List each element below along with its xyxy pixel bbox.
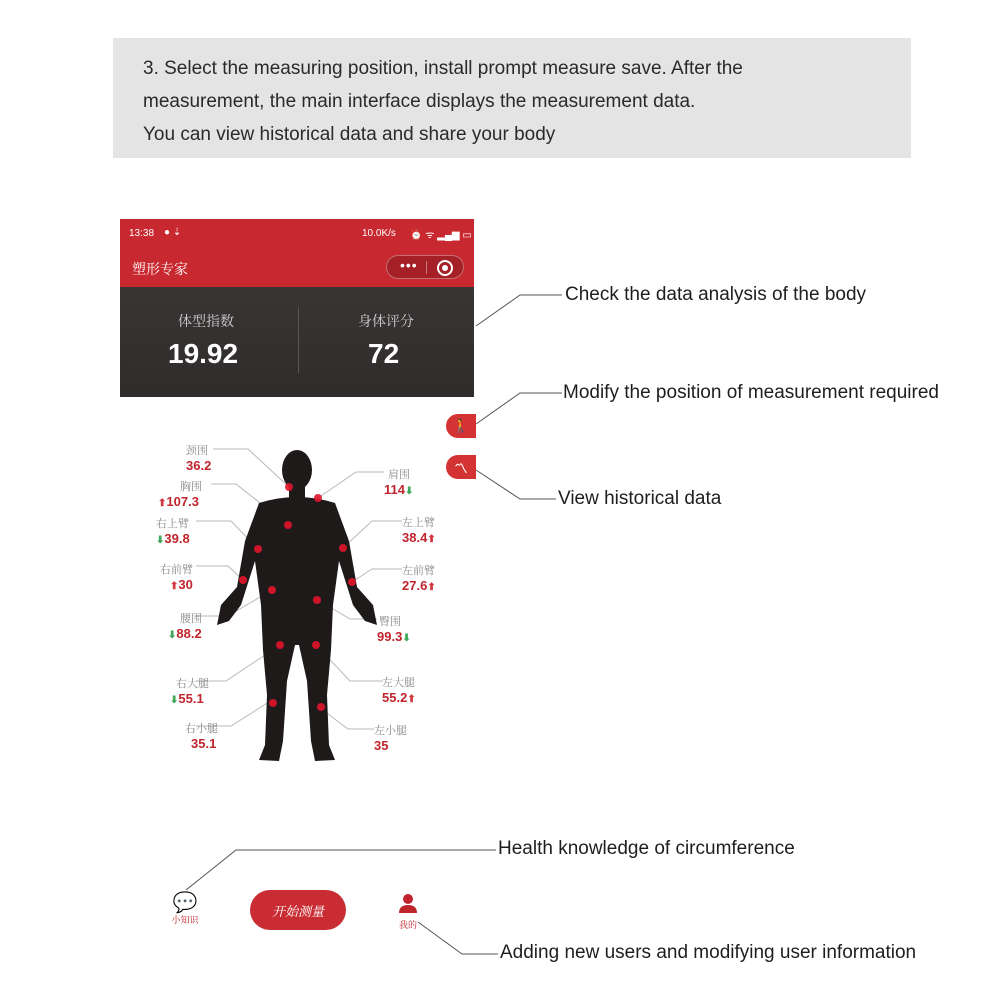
nav-mine-label: 我的 xyxy=(398,920,417,930)
nav-knowledge[interactable] xyxy=(168,893,202,926)
trend-down-icon: ⬇ xyxy=(168,630,177,641)
measure-left-upper-arm[interactable] xyxy=(402,514,436,545)
measure-label: 右上臂 xyxy=(156,518,189,530)
intro-line-1: 3. Select the measuring position, install prompt measure save. After the xyxy=(143,58,743,79)
measure-label: 腰围 xyxy=(180,613,202,625)
trend-down-icon: ⬇ xyxy=(402,633,411,644)
measure-value: 38.4 xyxy=(402,530,428,545)
measure-label: 胸围 xyxy=(180,481,202,493)
annotation-history: View historical data xyxy=(558,488,722,509)
measure-value: 114 xyxy=(384,482,405,497)
measure-chest[interactable] xyxy=(158,478,202,509)
annotation-users: Adding new users and modifying user information xyxy=(500,942,917,963)
more-icon[interactable]: ••• xyxy=(400,257,418,273)
trend-up-icon: ⬆ xyxy=(170,581,179,592)
line-modify-position xyxy=(476,393,562,424)
measure-label: 左大腿 xyxy=(382,677,415,689)
status-time: 13:38 xyxy=(129,228,155,239)
app-title: 塑形专家 xyxy=(132,261,188,277)
trend-down-icon: ⬇ xyxy=(404,486,414,497)
annotation-modify-position: Modify the position of measurement required xyxy=(563,382,939,403)
body-index-value: 19.92 xyxy=(168,338,239,369)
measure-value: 27.6 xyxy=(402,578,428,593)
body-score-value: 72 xyxy=(368,338,400,369)
network-speed: 10.0K/s xyxy=(362,228,396,239)
nav-knowledge-label: 小知识 xyxy=(171,915,199,925)
trend-down-icon: ⬇ xyxy=(156,535,165,546)
nav-mine[interactable] xyxy=(394,893,422,931)
measure-value: 107.3 xyxy=(166,494,199,509)
measure-label: 右大腿 xyxy=(176,678,209,690)
measure-left-calf[interactable] xyxy=(374,722,407,753)
body-score-label: 身体评分 xyxy=(358,313,414,329)
measure-right-forearm[interactable] xyxy=(160,561,193,592)
measure-right-upper-arm[interactable] xyxy=(156,515,190,546)
body-silhouette xyxy=(215,445,385,770)
trend-up-icon: ⬆ xyxy=(407,694,416,705)
person-icon: 🚶 xyxy=(452,418,470,433)
measure-right-calf[interactable] xyxy=(185,720,218,751)
line-body-analysis xyxy=(476,295,562,326)
line-users xyxy=(418,922,498,954)
measure-label: 左前臂 xyxy=(402,565,435,577)
measure-value: 36.2 xyxy=(186,458,212,473)
annotation-health-knowledge: Health knowledge of circumference xyxy=(498,838,795,859)
trend-chart-icon: 〽 xyxy=(454,460,468,476)
intro-line-2: measurement, the main interface displays the measurement data. xyxy=(143,91,696,112)
measure-value: 39.8 xyxy=(164,531,190,546)
trend-up-icon: ⬆ xyxy=(158,498,167,509)
measure-label: 右前臂 xyxy=(160,564,193,576)
measure-label: 颈围 xyxy=(186,445,208,457)
measure-value: 35 xyxy=(374,738,389,753)
measure-value: 35.1 xyxy=(191,736,217,751)
measure-label: 臀围 xyxy=(379,616,401,628)
trend-up-icon: ⬆ xyxy=(427,582,436,593)
notification-icon: ● ⇣ xyxy=(164,227,182,238)
measure-left-thigh[interactable] xyxy=(382,674,416,705)
measure-label: 肩围 xyxy=(388,469,410,481)
measure-right-thigh[interactable] xyxy=(170,675,209,706)
trend-down-icon: ⬇ xyxy=(170,695,179,706)
line-health-knowledge xyxy=(186,850,496,890)
measure-value: 30 xyxy=(178,577,193,592)
trend-up-icon: ⬆ xyxy=(427,534,436,545)
measure-value: 88.2 xyxy=(176,626,202,641)
chat-heart-icon: 💬 xyxy=(172,892,198,914)
measure-label: 左上臂 xyxy=(402,517,435,529)
signal-battery-icon: ⏰ ᯤ ▂▄▆ ▭ xyxy=(410,230,472,241)
start-measure-button[interactable]: 开始测量 xyxy=(250,890,346,930)
annotation-body-analysis: Check the data analysis of the body xyxy=(565,284,867,305)
measure-neck[interactable] xyxy=(186,442,211,473)
user-icon xyxy=(399,893,417,913)
measure-hip[interactable] xyxy=(377,613,411,644)
intro-line-3: You can view historical data and share your body xyxy=(143,124,556,145)
measure-value: 55.2 xyxy=(382,690,408,705)
body-index-label: 体型指数 xyxy=(178,313,234,329)
measure-value: 99.3 xyxy=(377,629,403,644)
measure-waist[interactable] xyxy=(168,610,202,641)
measure-left-forearm[interactable] xyxy=(402,562,436,593)
measure-shoulder[interactable] xyxy=(384,466,413,497)
measure-value: 55.1 xyxy=(178,691,204,706)
measure-label: 右小腿 xyxy=(185,723,218,735)
line-history xyxy=(476,470,556,499)
measure-label: 左小腿 xyxy=(374,725,407,737)
